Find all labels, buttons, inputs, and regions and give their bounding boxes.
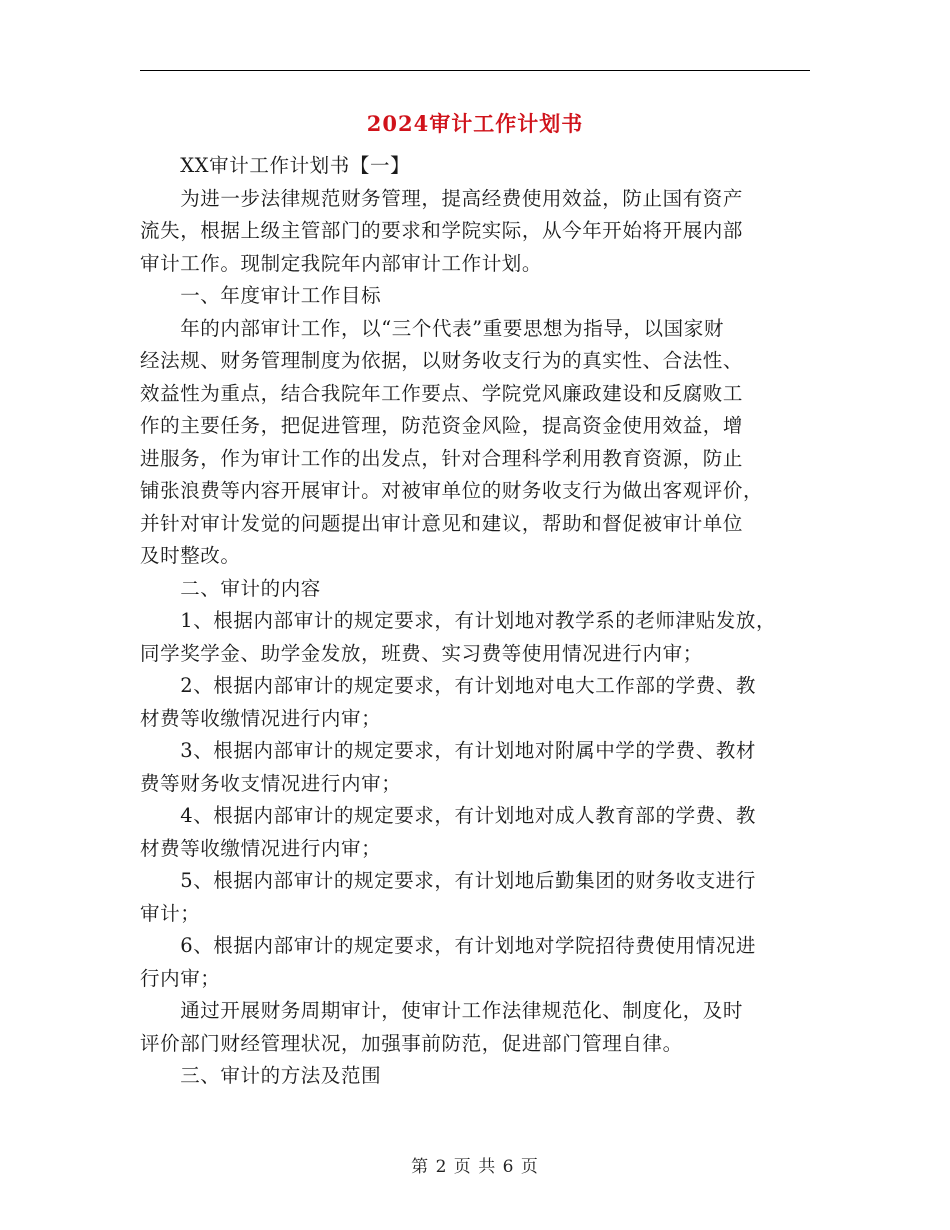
list-item-line: 2、根据内部审计的规定要求，有计划地对电大工作部的学费、教 <box>140 674 757 697</box>
body-line: 为进一步法律规范财务管理，提高经费使用效益，防止国有资产 <box>140 186 744 210</box>
body-line: 效益性为重点，结合我院年工作要点、学院党风廉政建设和反腐败工 <box>140 381 744 405</box>
section-heading: 三、审计的方法及范围 <box>140 1064 382 1087</box>
list-item-line: 6、根据内部审计的规定要求，有计划地对学院招待费使用情况进 <box>140 934 757 957</box>
list-item-line: 3、根据内部审计的规定要求，有计划地对附属中学的学费、教材 <box>140 739 757 762</box>
body-line: 流失，根据上级主管部门的要求和学院实际，从今年开始将开展内部 <box>140 219 744 242</box>
body-line: 通过开展财务周期审计，使审计工作法律规范化、制度化，及时 <box>140 999 744 1022</box>
list-item-line: 同学奖学金、助学金发放，班费、实习费等使用情况进行内审； <box>140 641 703 665</box>
body-line: 并针对审计发觉的问题提出审计意见和建议，帮助和督促被审计单位 <box>140 511 744 535</box>
header-rule <box>140 70 810 71</box>
list-item-line: 5、根据内部审计的规定要求，有计划地后勤集团的财务收支进行 <box>140 869 757 892</box>
section-heading: 一、年度审计工作目标 <box>140 284 382 307</box>
body-line: 铺张浪费等内容开展审计。对被审单位的财务收支行为做出客观评价， <box>140 479 764 502</box>
body-line: 年的内部审计工作，以“三个代表”重要思想为指导，以国家财 <box>140 316 724 340</box>
list-item-line: 费等财务收支情况进行内审； <box>140 771 402 795</box>
section-heading: 二、审计的内容 <box>140 576 321 600</box>
body-line: 经法规、财务管理制度为依据，以财务收支行为的真实性、合法性、 <box>140 349 744 372</box>
list-item-line: 材费等收缴情况进行内审； <box>140 836 382 860</box>
body-line: 进服务，作为审计工作的出发点，针对合理科学利用教育资源，防止 <box>140 446 744 470</box>
list-item-line: 4、根据内部审计的规定要求，有计划地对成人教育部的学费、教 <box>140 804 757 827</box>
body-line: 及时整改。 <box>140 544 241 567</box>
list-item-line: 审计； <box>140 901 201 925</box>
list-item-line: 1、根据内部审计的规定要求，有计划地对教学系的老师津贴发放， <box>140 609 777 632</box>
body-line: 作的主要任务，把促进管理，防范资金风险，提高资金使用效益，增 <box>140 414 744 437</box>
list-item-line: 材费等收缴情况进行内审； <box>140 706 382 730</box>
body-line: 审计工作。现制定我院年内部审计工作计划。 <box>140 251 543 275</box>
document-body <box>140 150 810 1093</box>
body-line: 评价部门财经管理状况，加强事前防范，促进部门管理自律。 <box>140 1031 683 1055</box>
list-item-line: 行内审； <box>140 966 221 990</box>
body-line: XX审计工作计划书【一】 <box>140 154 411 177</box>
document-title: 2024审计工作计划书 <box>366 111 584 136</box>
page-footer: 第 2 页 共 6 页 <box>411 1157 539 1177</box>
